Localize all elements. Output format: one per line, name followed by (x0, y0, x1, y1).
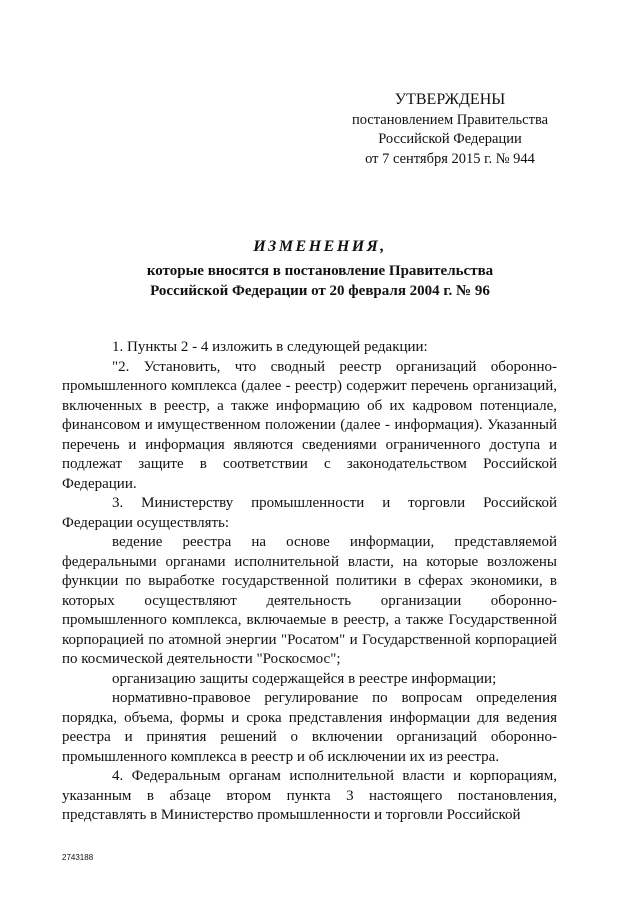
paragraph: нормативно-правовое регулирование по вопросам определения порядка, объема, формы и срока представления информации для ведения реестра и принятия решений о включении организаций оборонно-промышленного комплекса в реестр и об исключении их из реестра. (62, 690, 557, 765)
approval-date: от 7 сентября 2015 г. № 944 (365, 150, 535, 167)
approval-line: Российской Федерации (378, 131, 522, 147)
subtitle-line: Российской Федерации от 20 февраля 2004 г. № 96 (150, 282, 490, 299)
paragraph: 4. Федеральным органам исполнительной власти и корпорациям, указанным в абзаце втором пункта 3 настоящего постановления, представлять в Министерство промышленности и торговли Российской (62, 768, 557, 823)
approval-block (330, 90, 570, 169)
paragraph: ведение реестра на основе информации, представляемой федеральными органами исполнительной власти, на которые возложены функции по выработке государственной политики в сферах экономики, в которых осуществляют деятельность организации оборонно-промышленного комплекса, включаемые в реестр, а также Государственной корпорацией по атомной энергии "Росатом" и Государственной корпорацией по космической деятельности "Роскосмос"; (62, 534, 557, 667)
paragraph: 3. Министерству промышленности и торговли Российской Федерации осуществлять: (62, 495, 557, 531)
subtitle-line: которые вносятся в постановление Правительства (146, 263, 494, 279)
document-subtitle (0, 262, 640, 301)
paragraph: 1. Пункты 2 - 4 изложить в следующей редакции: (112, 339, 428, 355)
document-title: ИЗМЕНЕНИЯ, (253, 238, 387, 255)
paragraph: "2. Установить, что сводный реестр организаций оборонно-промышленного комплекса (далее - реестр) содержит перечень организаций, включенных в реестр, а также информацию об их кадровом потенциале, финансовом и имущественном положении (далее - информация). Указанный перечень и информация являются сведениями ограниченного доступа и подлежат защите в соответствии с законодательством Российской Федерации. (62, 358, 557, 492)
document-code: 2743188 (62, 853, 94, 862)
document-body (62, 338, 557, 826)
paragraph: организацию защиты содержащейся в реестре информации; (112, 670, 497, 687)
approval-line: постановлением Правительства (351, 111, 549, 128)
approval-heading: УТВЕРЖДЕНЫ (394, 91, 506, 108)
